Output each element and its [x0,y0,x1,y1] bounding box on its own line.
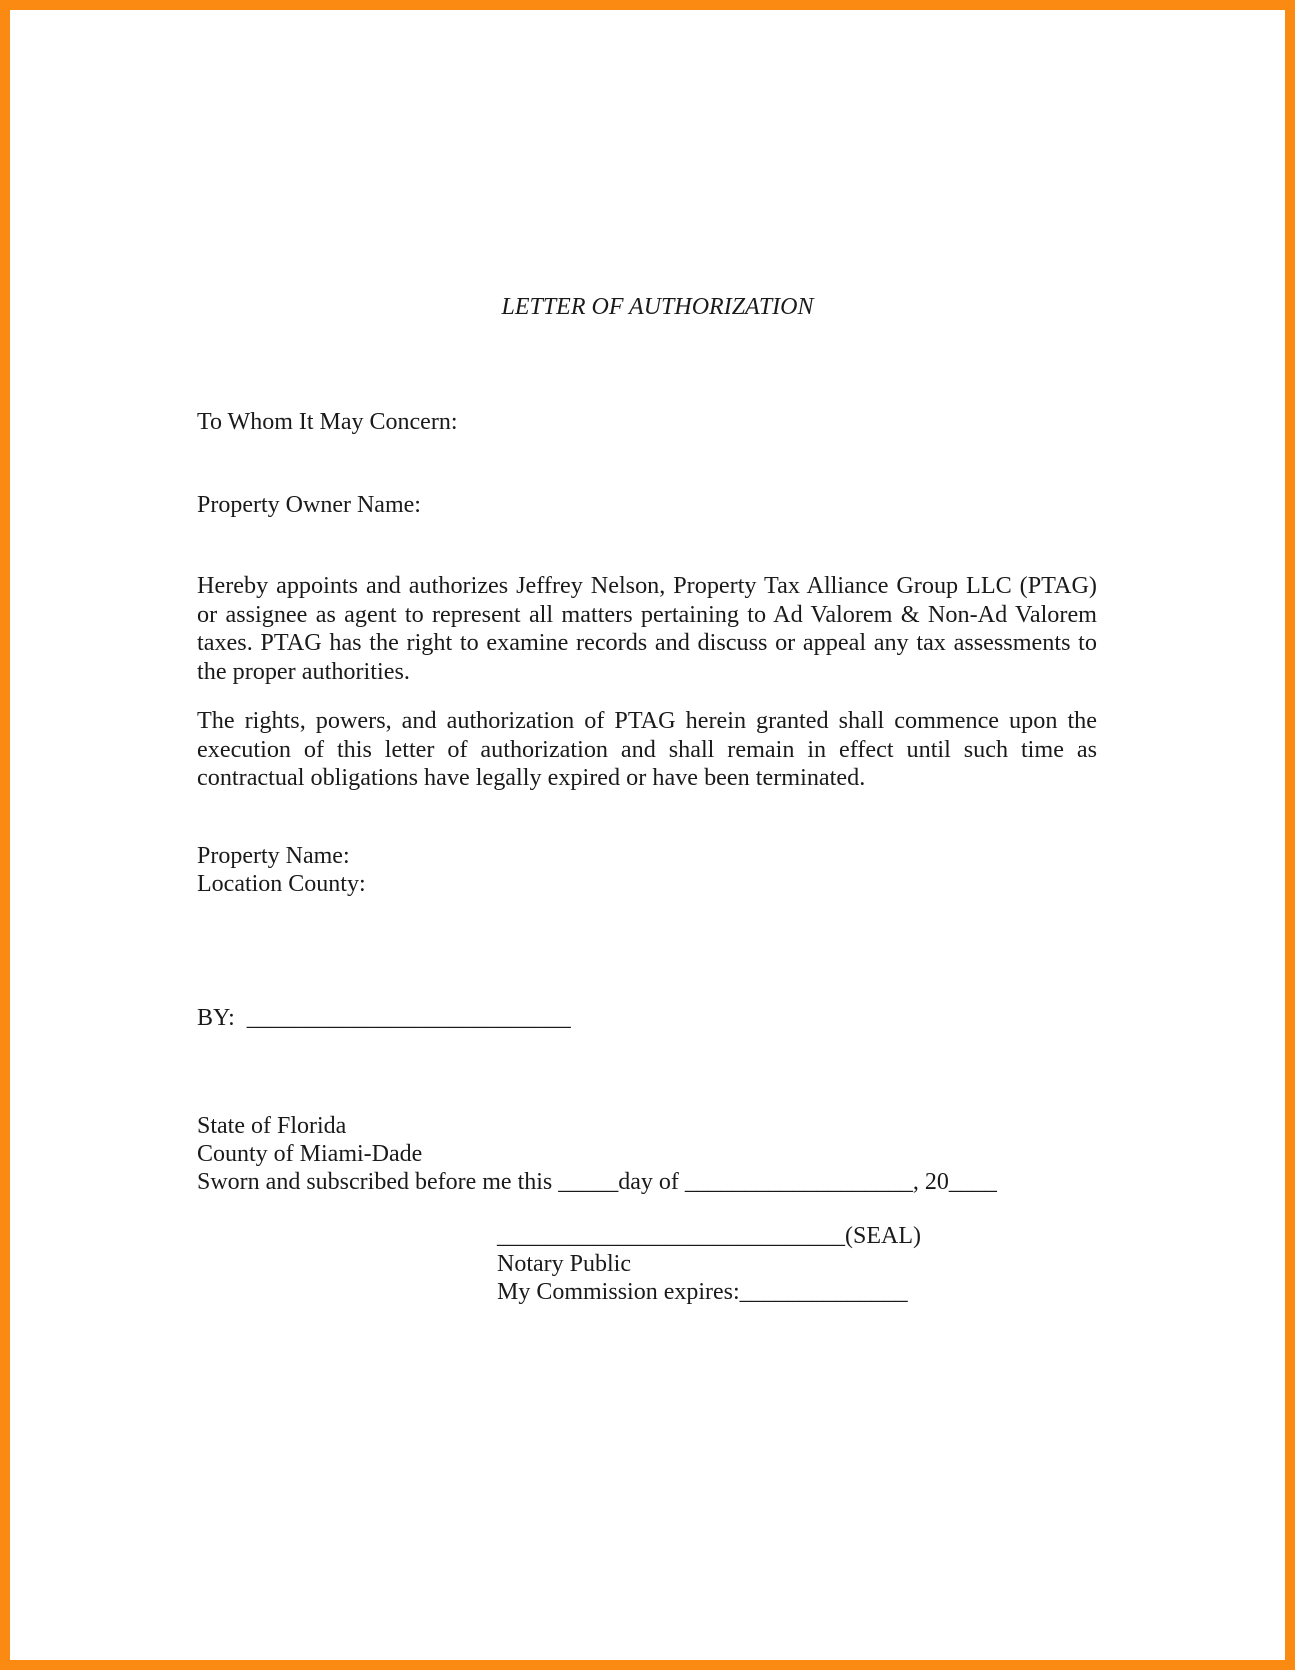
salutation: To Whom It May Concern: [197,409,458,435]
commission-expires-line: My Commission expires:______________ [497,1279,908,1305]
notary-seal-line: _____________________________(SEAL) [497,1223,921,1249]
signature-by-line: BY: ___________________________ [197,1005,571,1031]
state-line: State of Florida [197,1113,347,1139]
notary-public-label: Notary Public [497,1251,631,1277]
property-name-label: Property Name: [197,843,350,869]
sworn-subscribed-line: Sworn and subscribed before me this _____day of ___________________, 20____ [197,1169,997,1195]
property-owner-name-label: Property Owner Name: [197,492,421,518]
location-county-label: Location County: [197,871,366,897]
authorization-paragraph: Hereby appoints and authorizes Jeffrey Nelson, Property Tax Alliance Group LLC (PTAG) or assignee as agent to represent all matters pertaining to Ad Valorem & Non-Ad Valorem taxes. PTAG has the right to examine records and discuss or appeal any tax assessments to the proper authorities. [197,572,1097,685]
county-line: County of Miami-Dade [197,1141,423,1167]
rights-paragraph: The rights, powers, and authorization of PTAG herein granted shall commence upon the execution of this letter of authorization and shall remain in effect until such time as contractual obligations have legally expired or have been terminated. [197,707,1097,791]
document-title: LETTER OF AUTHORIZATION [501,294,814,320]
